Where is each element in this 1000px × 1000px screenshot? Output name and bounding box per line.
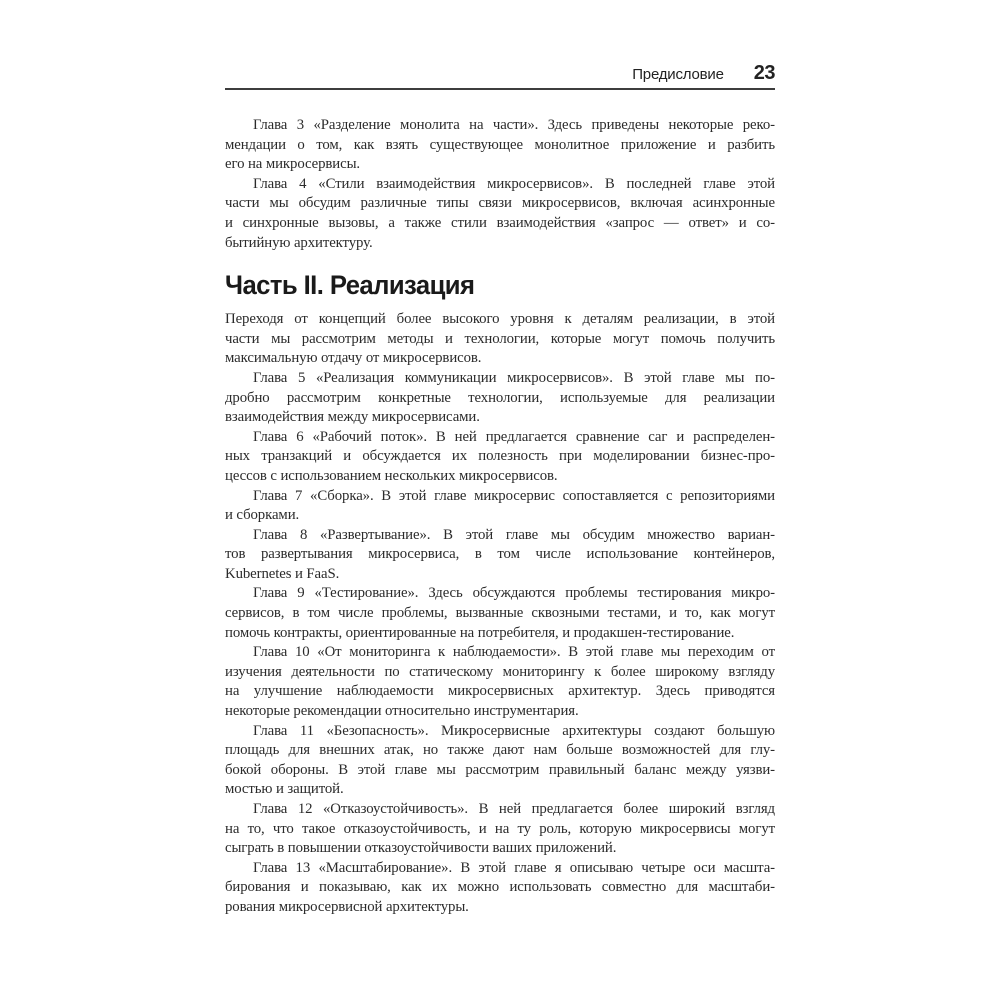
paragraph [225, 369, 775, 428]
text-line: максимальную отдачу от микросервисов. [225, 350, 482, 367]
text-line: цессов с использованием нескольких микросервисов. [225, 467, 558, 484]
paragraph [225, 428, 775, 487]
text-line: части мы рассмотрим методы и технологии, которые могут помочь получить [225, 330, 775, 347]
section-heading: Часть II. Реализация [225, 270, 475, 301]
page-number: 23 [753, 62, 775, 84]
text-line: Глава 10 «От мониторинга к наблюдаемости». В этой главе мы переходим от [253, 644, 775, 661]
paragraph [225, 175, 775, 253]
text-line: Глава 4 «Стили взаимодействия микросервисов». В последней главе этой [253, 175, 775, 192]
text-line: площадь для внешних атак, но также дают нам больше возможностей для глу- [225, 742, 775, 759]
text-line: Глава 5 «Реализация коммуникации микросервисов». В этой главе мы по- [253, 369, 775, 386]
text-line: рования микросервисной архитектуры. [225, 898, 469, 915]
text-line: мендации о том, как взять существующее монолитное приложение и разбить [225, 136, 775, 153]
paragraph [225, 310, 775, 369]
text-line: части мы обсудим различные типы связи микросервисов, включая асинхронные [225, 195, 775, 212]
paragraph [225, 116, 775, 175]
paragraph [225, 859, 775, 918]
text-line: сыграть в повышении отказоустойчивости ваших приложений. [225, 840, 617, 857]
text-line: Глава 12 «Отказоустойчивость». В ней предлагается более широкий взгляд [253, 801, 775, 817]
paragraph [225, 722, 775, 800]
intro-paragraphs [225, 116, 775, 253]
text-line: и сборками. [225, 507, 300, 524]
text-line: бокой обороны. В этой главе мы рассмотрим правильный баланс между уязви- [225, 761, 775, 778]
text-line: Глава 13 «Масштабирование». В этой главе я описываю четыре оси масшта- [253, 859, 775, 876]
text-line: бирования и показываю, как их можно использовать совместно для масштаби- [225, 879, 775, 896]
header-rule [225, 88, 775, 90]
text-line: Глава 9 «Тестирование». Здесь обсуждаются проблемы тестирования микро- [253, 585, 775, 602]
text-line: Глава 8 «Развертывание». В этой главе мы обсудим множество вариан- [253, 526, 775, 543]
running-header [225, 62, 775, 85]
text-line: и синхронные вызовы, а также стили взаимодействия «запрос — ответ» и со- [225, 214, 775, 231]
text-line: на улучшение наблюдаемости микросервисных архитектур. Здесь приводятся [225, 683, 775, 700]
text-line: Глава 7 «Сборка». В этой главе микросервис сопоставляется с репозиториями [253, 487, 775, 504]
text-line: Глава 6 «Рабочий поток». В ней предлагается сравнение саг и распределен- [253, 428, 775, 445]
text-line: на то, что такое отказоустойчивость, и на ту роль, которую микросервисы могут [225, 820, 775, 837]
paragraph [225, 487, 775, 526]
text-line: взаимодействия между микросервисами. [225, 409, 480, 426]
text-line: некоторые рекомендации относительно инструментария. [225, 703, 579, 720]
text-line: Переходя от концепций более высокого уровня к деталям реализации, в этой [225, 311, 775, 328]
text-line: ных транзакций и обсуждается их полезность при моделировании бизнес-про- [225, 448, 775, 465]
text-line: мостью и защитой. [225, 781, 344, 798]
text-line: тов развертывания микросервиса, в том числе использование контейнеров, [225, 546, 775, 563]
running-header-title: Предисловие [632, 66, 724, 83]
text-line: сервисов, в том числе проблемы, вызванные сквозными тестами, и то, как могут [225, 605, 775, 622]
text-line: дробно рассмотрим конкретные технологии, используемые для реализации [225, 389, 775, 406]
text-line: помочь контракты, ориентированные на потребителя, и продакшен-тестирование. [225, 624, 735, 641]
section-paragraphs [225, 310, 775, 917]
text-line: бытийную архитектуру. [225, 234, 373, 251]
text-line: изучения деятельности по статическому мониторингу к более широкому взгляду [225, 663, 775, 680]
paragraph [225, 526, 775, 585]
text-line: Глава 3 «Разделение монолита на части». Здесь приведены некоторые реко- [253, 117, 775, 133]
paragraph [225, 800, 775, 859]
text-line: его на микросервисы. [225, 156, 361, 173]
page-body [225, 116, 775, 918]
text-line: Глава 11 «Безопасность». Микросервисные архитектуры создают большую [253, 722, 775, 739]
text-line: Kubernetes и FaaS. [225, 565, 340, 582]
paragraph [225, 584, 775, 643]
paragraph [225, 643, 775, 721]
